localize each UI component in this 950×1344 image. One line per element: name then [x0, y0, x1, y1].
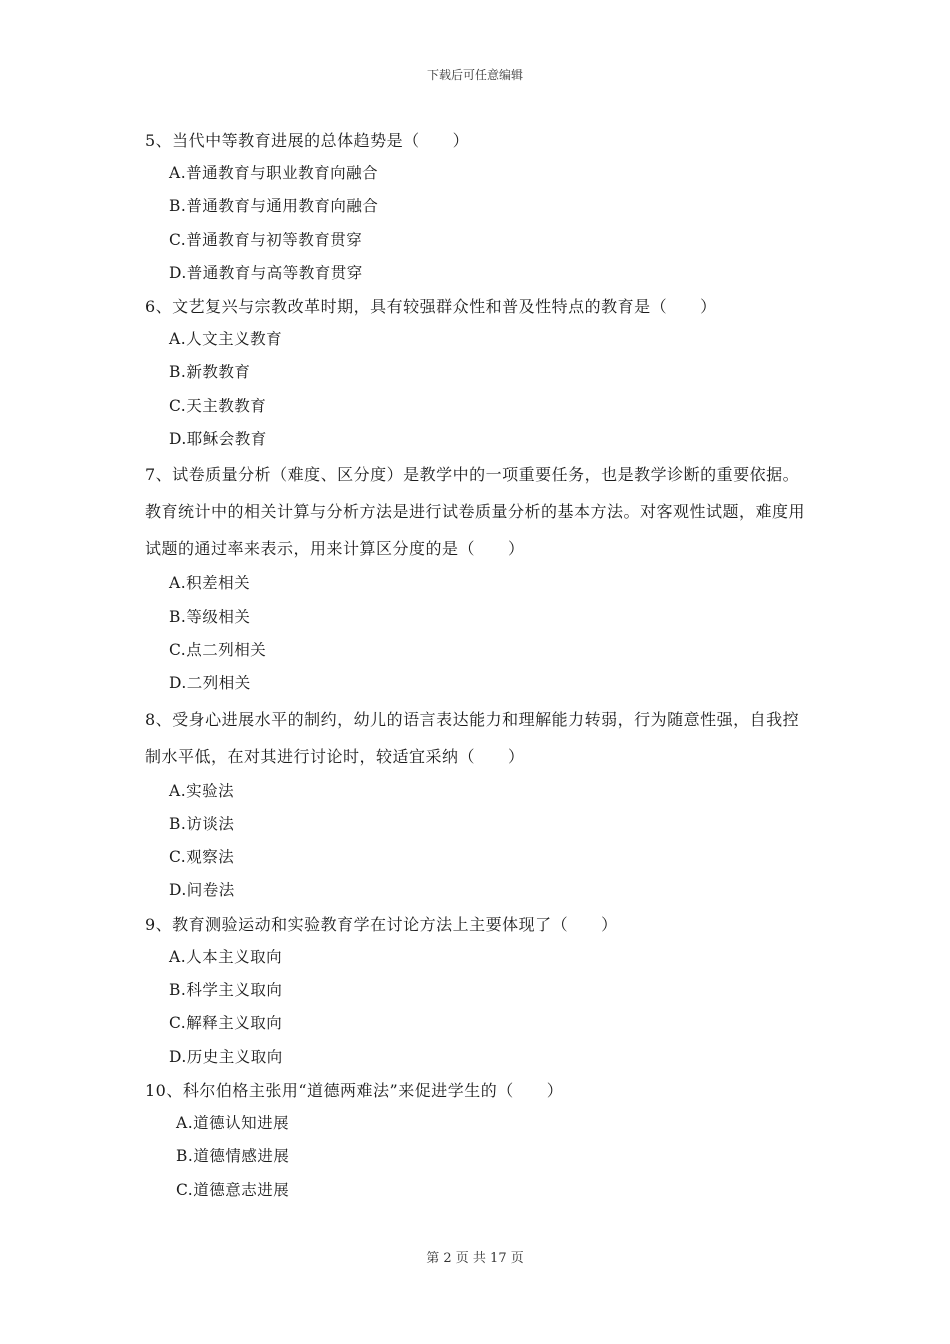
question-stem: 8、受身心进展水平的制约，幼儿的语言表达能力和理解能力转弱，行为随意性强，自我控制水平低，在对其进行讨论时，较适宜采纳（ ） [145, 709, 800, 766]
option-c: C.解释主义取向 [169, 1014, 283, 1033]
option-d: D.普通教育与高等教育贯穿 [169, 263, 363, 282]
question-stem: 7、试卷质量分析（难度、区分度）是教学中的一项重要任务，也是教学诊断的重要依据。教育统计中的相关计算与分析方法是进行试卷质量分析的基本方法。对客观性试题，难度用试题的通过率来表示，用来计算区分度的是（ ） [145, 465, 806, 559]
option-a: A.普通教育与职业教育向融合 [169, 164, 379, 182]
question-5 [145, 124, 815, 290]
option-b: B.等级相关 [169, 607, 251, 626]
option-b: B.科学主义取向 [169, 981, 283, 1000]
question-stem: 5、当代中等教育进展的总体趋势是（ ） [145, 131, 470, 150]
question-stem: 10、科尔伯格主张用“道德两难法”来促进学生的（ ） [145, 1080, 564, 1100]
question-10 [145, 1074, 815, 1207]
option-b: B.道德情感进展 [176, 1147, 290, 1166]
option-c: C.普通教育与初等教育贯穿 [169, 230, 363, 249]
page-header: 下载后可任意编辑 [426, 68, 523, 82]
page-footer: 第 2 页 共 17 页 [426, 1251, 524, 1266]
option-c: C.观察法 [169, 848, 235, 867]
question-8 [145, 701, 815, 908]
option-a: A.道德认知进展 [176, 1113, 290, 1132]
option-d: D.问卷法 [169, 881, 235, 900]
option-d: D.二列相关 [169, 674, 251, 693]
option-a: A.人文主义教育 [169, 330, 283, 349]
question-9 [145, 908, 815, 1074]
question-stem: 9、教育测验运动和实验教育学在讨论方法上主要体现了（ ） [145, 914, 618, 934]
option-d: D.历史主义取向 [169, 1047, 283, 1066]
question-stem: 6、文艺复兴与宗教改革时期，具有较强群众性和普及性特点的教育是（ ） [145, 297, 717, 317]
question-list [145, 124, 815, 1207]
option-a: A.人本主义取向 [169, 947, 283, 966]
option-c: C.天主教教育 [169, 396, 267, 415]
question-7 [145, 456, 815, 700]
option-c: C.道德意志进展 [176, 1180, 290, 1199]
option-b: B.普通教育与通用教育向融合 [169, 197, 379, 216]
question-6 [145, 290, 815, 456]
option-b: B.新教教育 [169, 363, 251, 382]
option-c: C.点二列相关 [169, 640, 267, 659]
option-b: B.访谈法 [169, 814, 235, 833]
option-a: A.积差相关 [169, 574, 251, 593]
option-a: A.实验法 [169, 781, 235, 800]
option-d: D.耶稣会教育 [169, 430, 267, 449]
